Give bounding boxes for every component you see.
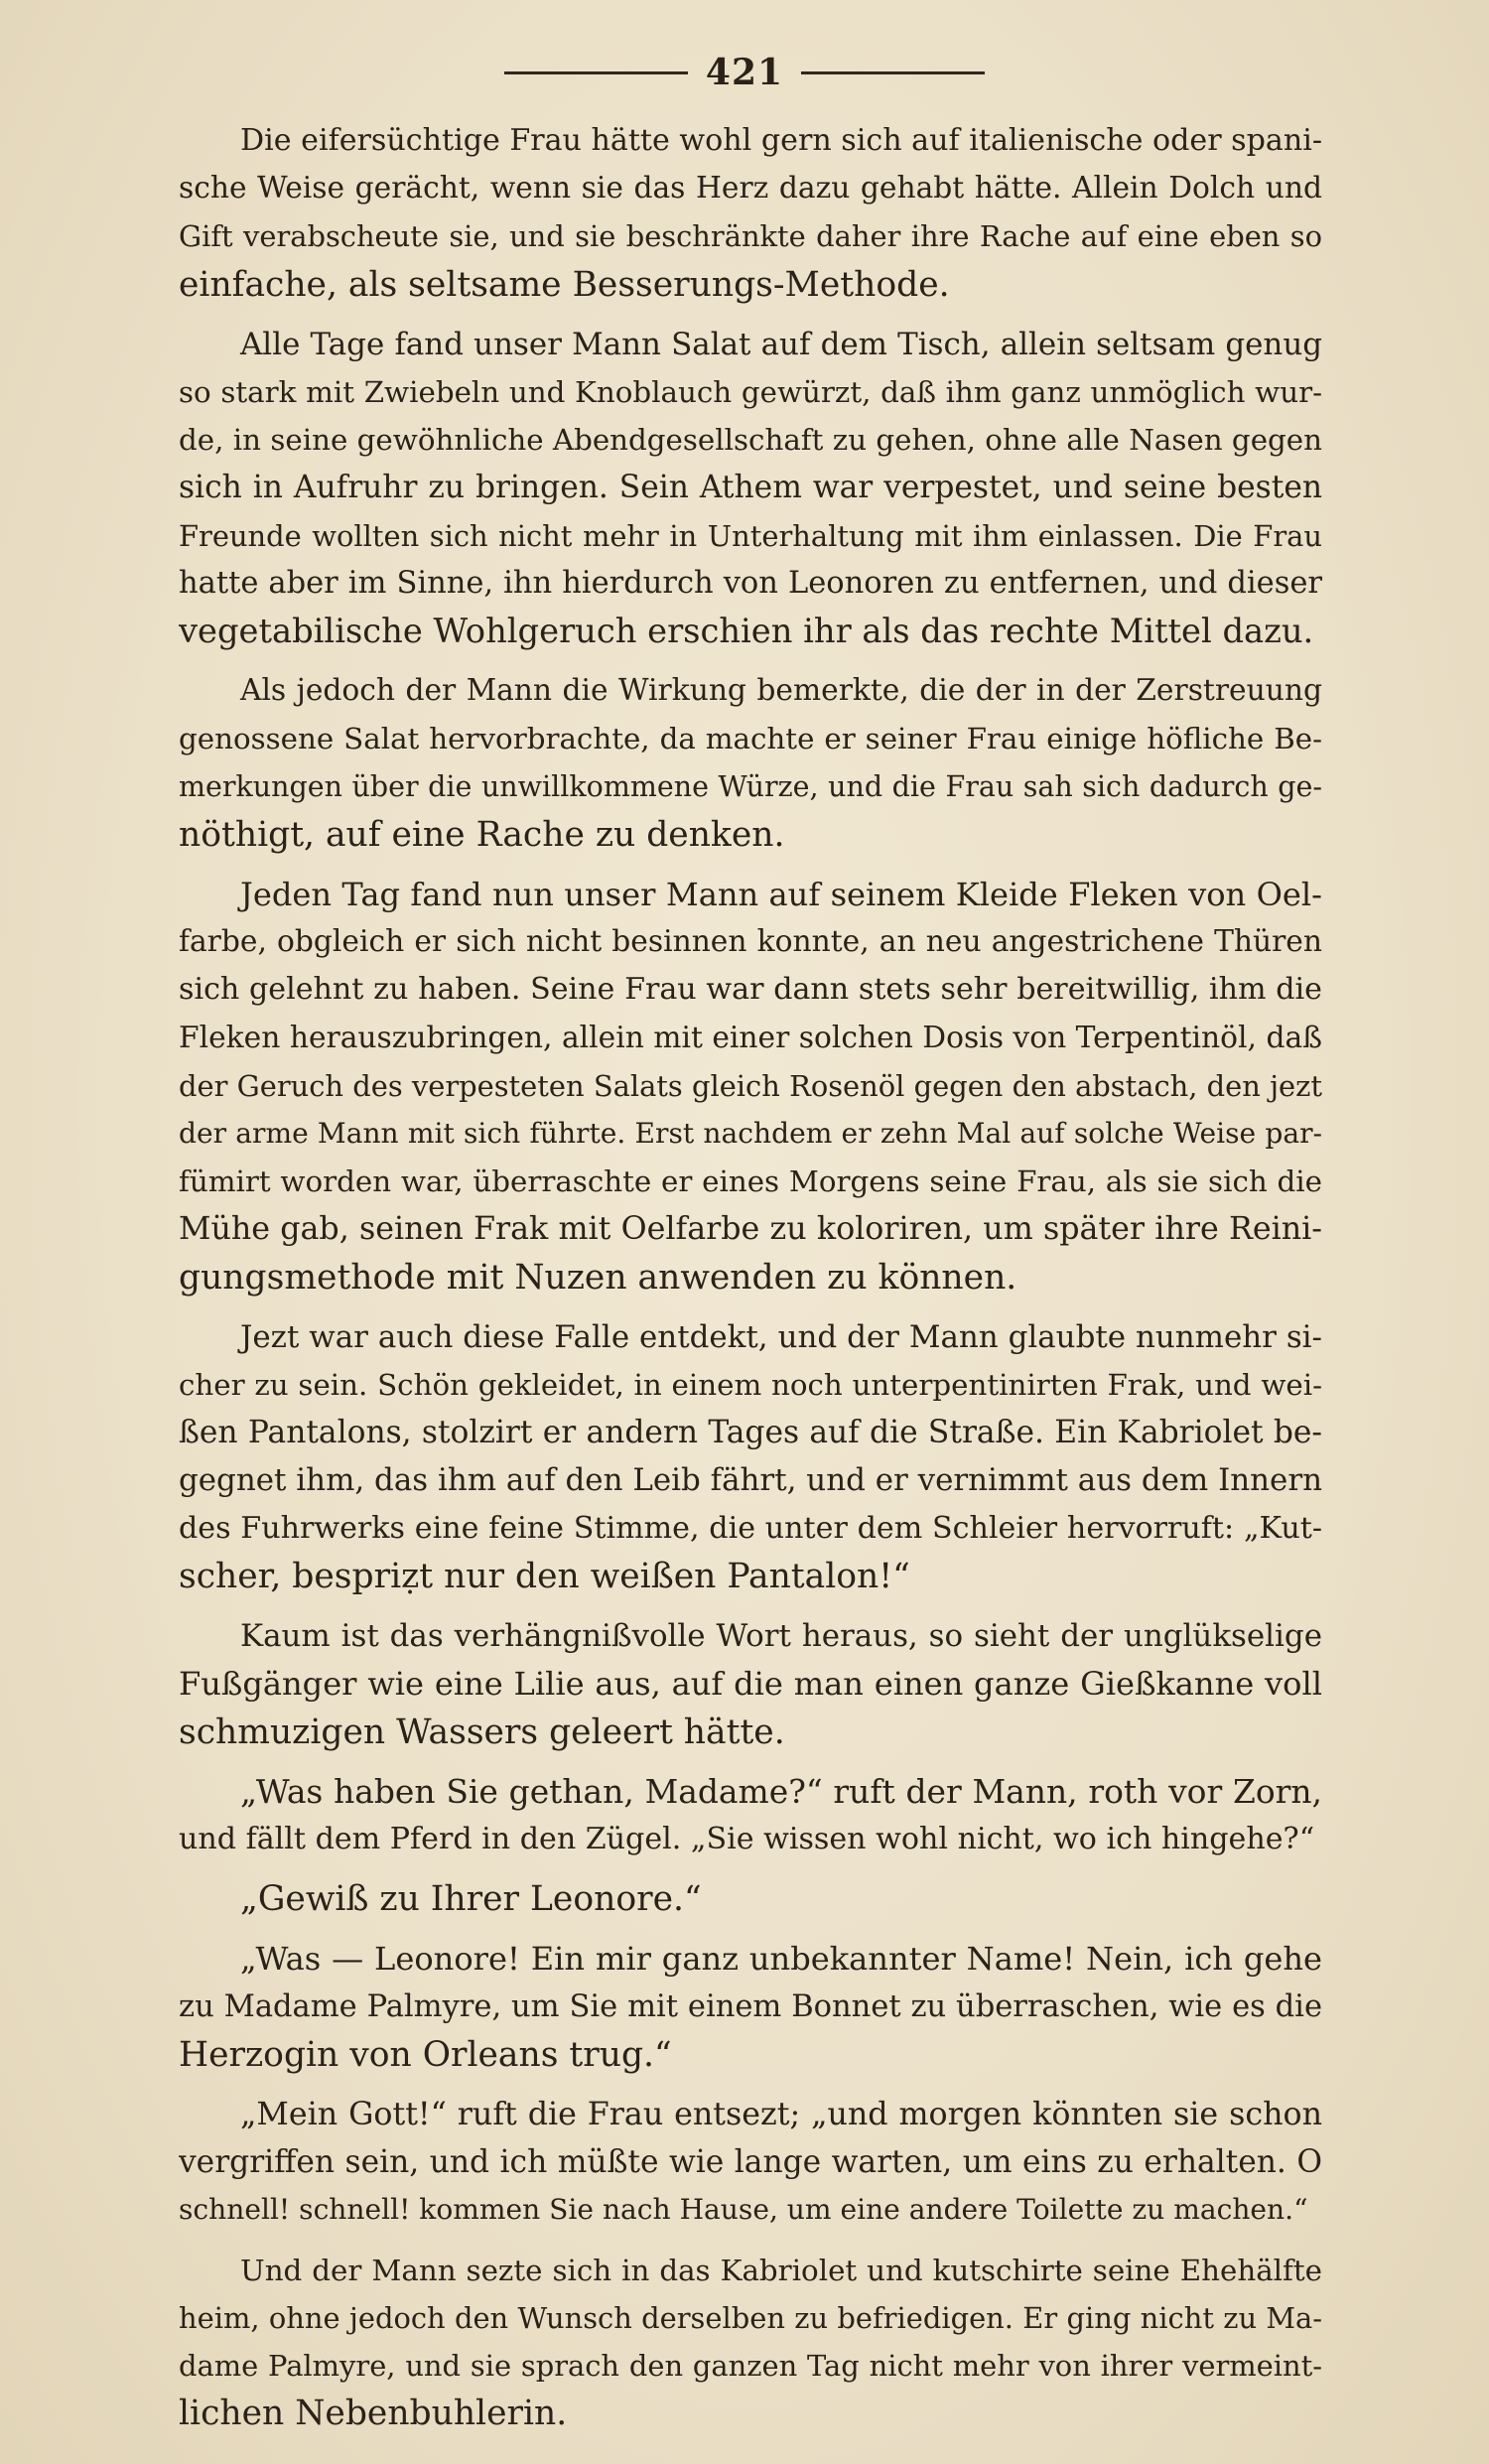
text-line: hatte aber im Sinne, ihn hierdurch von Leonoren zu entfernen, und dieser xyxy=(179,565,1322,601)
text-line: Die eifersüchtige Frau hätte wohl gern sich auf italienische oder spani- xyxy=(240,123,1322,158)
text-line: des Fuhrwerks eine feine Stimme, die unter dem Schleier hervorruft: „Kut- xyxy=(179,1510,1322,1546)
paragraph xyxy=(179,2247,1322,2438)
text-line: „Was — Leonore! Ein mir ganz unbekannter Name! Nein, ich gehe xyxy=(240,1940,1322,1979)
text-line: schmuzigen Wassers geleert hätte. xyxy=(179,1711,785,1752)
text-line: fümirt worden war, überraschte er eines Morgens seine Frau, als sie sich die xyxy=(179,1164,1322,1199)
text-line: Fußgänger wie eine Lilie aus, auf die man einen ganze Gießkanne voll xyxy=(179,1665,1322,1704)
text-line: heim, ohne jedoch den Wunsch derselben zu befriedigen. Er ging nicht zu Ma- xyxy=(179,2300,1322,2335)
text-line: Gift verabscheute sie, und sie beschränkte daher ihre Rache auf eine eben so xyxy=(179,219,1322,254)
paragraph xyxy=(179,1768,1322,1863)
header-rule-right xyxy=(801,71,985,74)
text-line: Fleken herauszubringen, allein mit einer solchen Dosis von Terpentinöl, daß xyxy=(179,1020,1322,1055)
text-line: einfache, als seltsame Besserungs-Methode. xyxy=(179,264,950,305)
text-line: schnell! schnell! kommen Sie nach Hause, um eine andere Toilette zu machen.“ xyxy=(179,2193,1308,2227)
text-line: Und der Mann sezte sich in das Kabriolet und kutschirte seine Ehehälfte xyxy=(240,2253,1322,2287)
text-line: und fällt dem Pferd in den Zügel. „Sie wissen wohl nicht, wo ich hingehe?“ xyxy=(179,1821,1315,1856)
text-line: „Gewiß zu Ihrer Leonore.“ xyxy=(240,1879,702,1920)
text-line: Jezt war auch diese Falle entdekt, und der Mann glaubte nunmehr si- xyxy=(240,1318,1322,1355)
paragraph xyxy=(179,321,1322,655)
paragraph xyxy=(179,871,1322,1301)
text-line: ßen Pantalons, stolzirt er andern Tages auf die Straße. Ein Kabriolet be- xyxy=(179,1415,1322,1451)
text-line: Freunde wollten sich nicht mehr in Unterhaltung mit ihm einlassen. Die Frau xyxy=(179,518,1322,553)
text-line: cher zu sein. Schön gekleidet, in einem noch unterpentinirten Frak, und wei- xyxy=(179,1368,1322,1403)
text-line: „Mein Gott!“ ruft die Frau entsezt; „und morgen könnten sie schon xyxy=(240,2096,1322,2132)
header-rule-left xyxy=(504,71,688,74)
text-line: der Geruch des verpesteten Salats gleich Rosenöl gegen den abstach, den jezt xyxy=(179,1068,1322,1103)
text-line: genossene Salat hervorbrachte, da machte er seiner Frau einige höfliche Be- xyxy=(179,722,1322,756)
text-line: vegetabilische Wohlgeruch erschien ihr als das rechte Mittel dazu. xyxy=(179,612,1314,651)
text-line: Kaum ist das verhängnißvolle Wort heraus, so sieht der unglükselige xyxy=(240,1618,1322,1655)
text-line: sich gelehnt zu haben. Seine Frau war dann stets sehr bereitwillig, ihm die xyxy=(179,972,1322,1008)
text-line: dame Palmyre, und sie sprach den ganzen Tag nicht mehr von ihrer vermeint- xyxy=(179,2348,1322,2383)
text-line: Herzogin von Orleans trug.“ xyxy=(179,2034,672,2075)
text-line: sich in Aufruhr zu bringen. Sein Athem war verpestet, und seine besten xyxy=(179,470,1322,506)
text-line: sche Weise gerächt, wenn sie das Herz dazu gehabt hätte. Allein Dolch und xyxy=(179,171,1322,206)
page-header xyxy=(0,52,1489,93)
paragraph xyxy=(179,1313,1322,1600)
paragraph xyxy=(179,1612,1322,1756)
text-line: gegnet ihm, das ihm auf den Leib fährt, und er vernimmt aus dem Innern xyxy=(179,1462,1322,1499)
text-line: so stark mit Zwiebeln und Knoblauch gewürzt, daß ihm ganz unmöglich wur- xyxy=(179,375,1322,410)
text-line: scher, bespriẓt nur den weißen Pantalon!“ xyxy=(179,1556,910,1596)
page-number: 421 xyxy=(705,52,784,93)
paragraph xyxy=(179,1875,1322,1923)
text-line: „Was haben Sie gethan, Madame?“ ruft der Mann, roth vor Zorn, xyxy=(240,1771,1322,1811)
text-line: vergriffen sein, und ich müßte wie lange warten, um eins zu erhalten. O xyxy=(179,2144,1322,2181)
paragraph xyxy=(179,2091,1322,2235)
text-line: Mühe gab, seinen Frak mit Oelfarbe zu koloriren, um später ihre Reini- xyxy=(179,1211,1322,1248)
text-line: Jeden Tag fand nun unser Mann auf seinem Kleide Fleken von Oel- xyxy=(240,876,1322,914)
body-text xyxy=(179,117,1322,2437)
text-line: lichen Nebenbuhlerin. xyxy=(179,2394,568,2434)
text-line: merkungen über die unwillkommene Würze, und die Frau sah sich dadurch ge- xyxy=(179,769,1322,803)
text-line: gungsmethode mit Nuzen anwenden zu können. xyxy=(179,1257,1017,1298)
text-line: de, in seine gewöhnliche Abendgesellschaft zu gehen, ohne alle Nasen gegen xyxy=(179,423,1322,458)
text-line: Als jedoch der Mann die Wirkung bemerkte, die der in der Zerstreuung xyxy=(240,673,1322,709)
text-line: nöthigt, auf eine Rache zu denken. xyxy=(179,814,785,855)
text-line: zu Madame Palmyre, um Sie mit einem Bonnet zu überraschen, wie es die xyxy=(179,1988,1322,2024)
text-line: Alle Tage fand unser Mann Salat auf dem Tisch, allein seltsam genug xyxy=(240,326,1322,362)
paragraph xyxy=(179,1935,1322,2079)
paragraph xyxy=(179,117,1322,309)
paragraph xyxy=(179,667,1322,859)
text-line: farbe, obgleich er sich nicht besinnen konnte, an neu angestrichene Thüren xyxy=(179,924,1322,960)
text-line: der arme Mann mit sich führte. Erst nachdem er zehn Mal auf solche Weise par- xyxy=(179,1117,1322,1151)
